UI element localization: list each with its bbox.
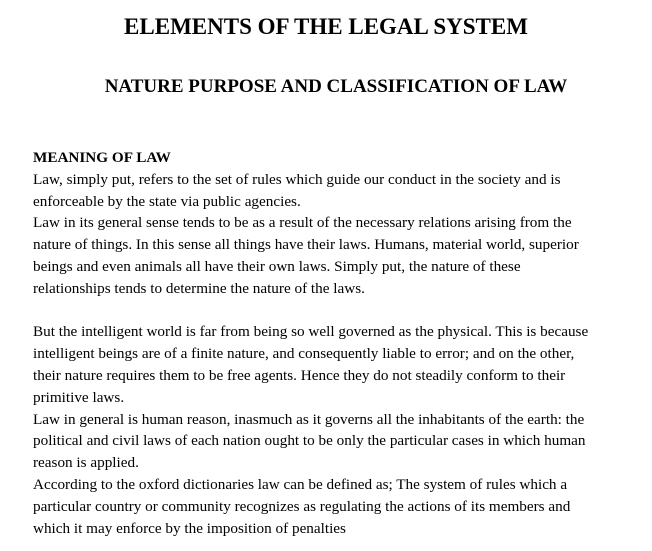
paragraph-line: enforceable by the state via public agencies. [33,192,301,210]
paragraph-line: intelligent beings are of a finite nature, and consequently liable to error; and on the other, [33,345,575,363]
paragraph-oxford-definition [33,474,645,539]
paragraph-line: political and civil laws of each nation ought to be only the particular cases in which human [33,432,586,450]
paragraph-line: Law in its general sense tends to be as a result of the necessary relations arising from the [33,214,572,232]
paragraph-human-reason [33,409,645,474]
paragraph-line: relationships tends to determine the nature of the laws. [33,279,365,297]
paragraph-line: According to the oxford dictionaries law can be defined as; The system of rules which a [33,475,568,493]
paragraph-line: reason is applied. [33,454,139,472]
paragraph-line: beings and even animals all have their own laws. Simply put, the nature of these [33,257,521,275]
section-heading: MEANING OF LAW [33,149,171,166]
document-subtitle: NATURE PURPOSE AND CLASSIFICATION OF LAW [104,76,568,97]
paragraph-line: primitive laws. [33,388,125,406]
paragraph-line: particular country or community recognizes as regulating the actions of its members and [33,497,571,515]
paragraph-general-sense [33,212,645,299]
paragraph-line: their nature requires them to be free agents. Hence they do not steadily conform to their [33,366,566,384]
paragraph-line: nature of things. In this sense all things have their laws. Humans, material world, superior [33,236,579,254]
paragraph-definition [33,169,645,213]
paragraph-gap [33,300,645,322]
document-title: ELEMENTS OF THE LEGAL SYSTEM [124,14,528,39]
paragraph-line: Law, simply put, refers to the set of rules which guide our conduct in the society and is [33,170,561,188]
paragraph-intelligent-world [33,321,645,408]
paragraph-line: But the intelligent world is far from being so well governed as the physical. This is because [33,323,589,341]
paragraph-line: Law in general is human reason, inasmuch as it governs all the inhabitants of the earth: the [33,410,585,428]
document-body [33,147,645,539]
paragraph-line: which it may enforce by the imposition of penalties [33,519,346,537]
